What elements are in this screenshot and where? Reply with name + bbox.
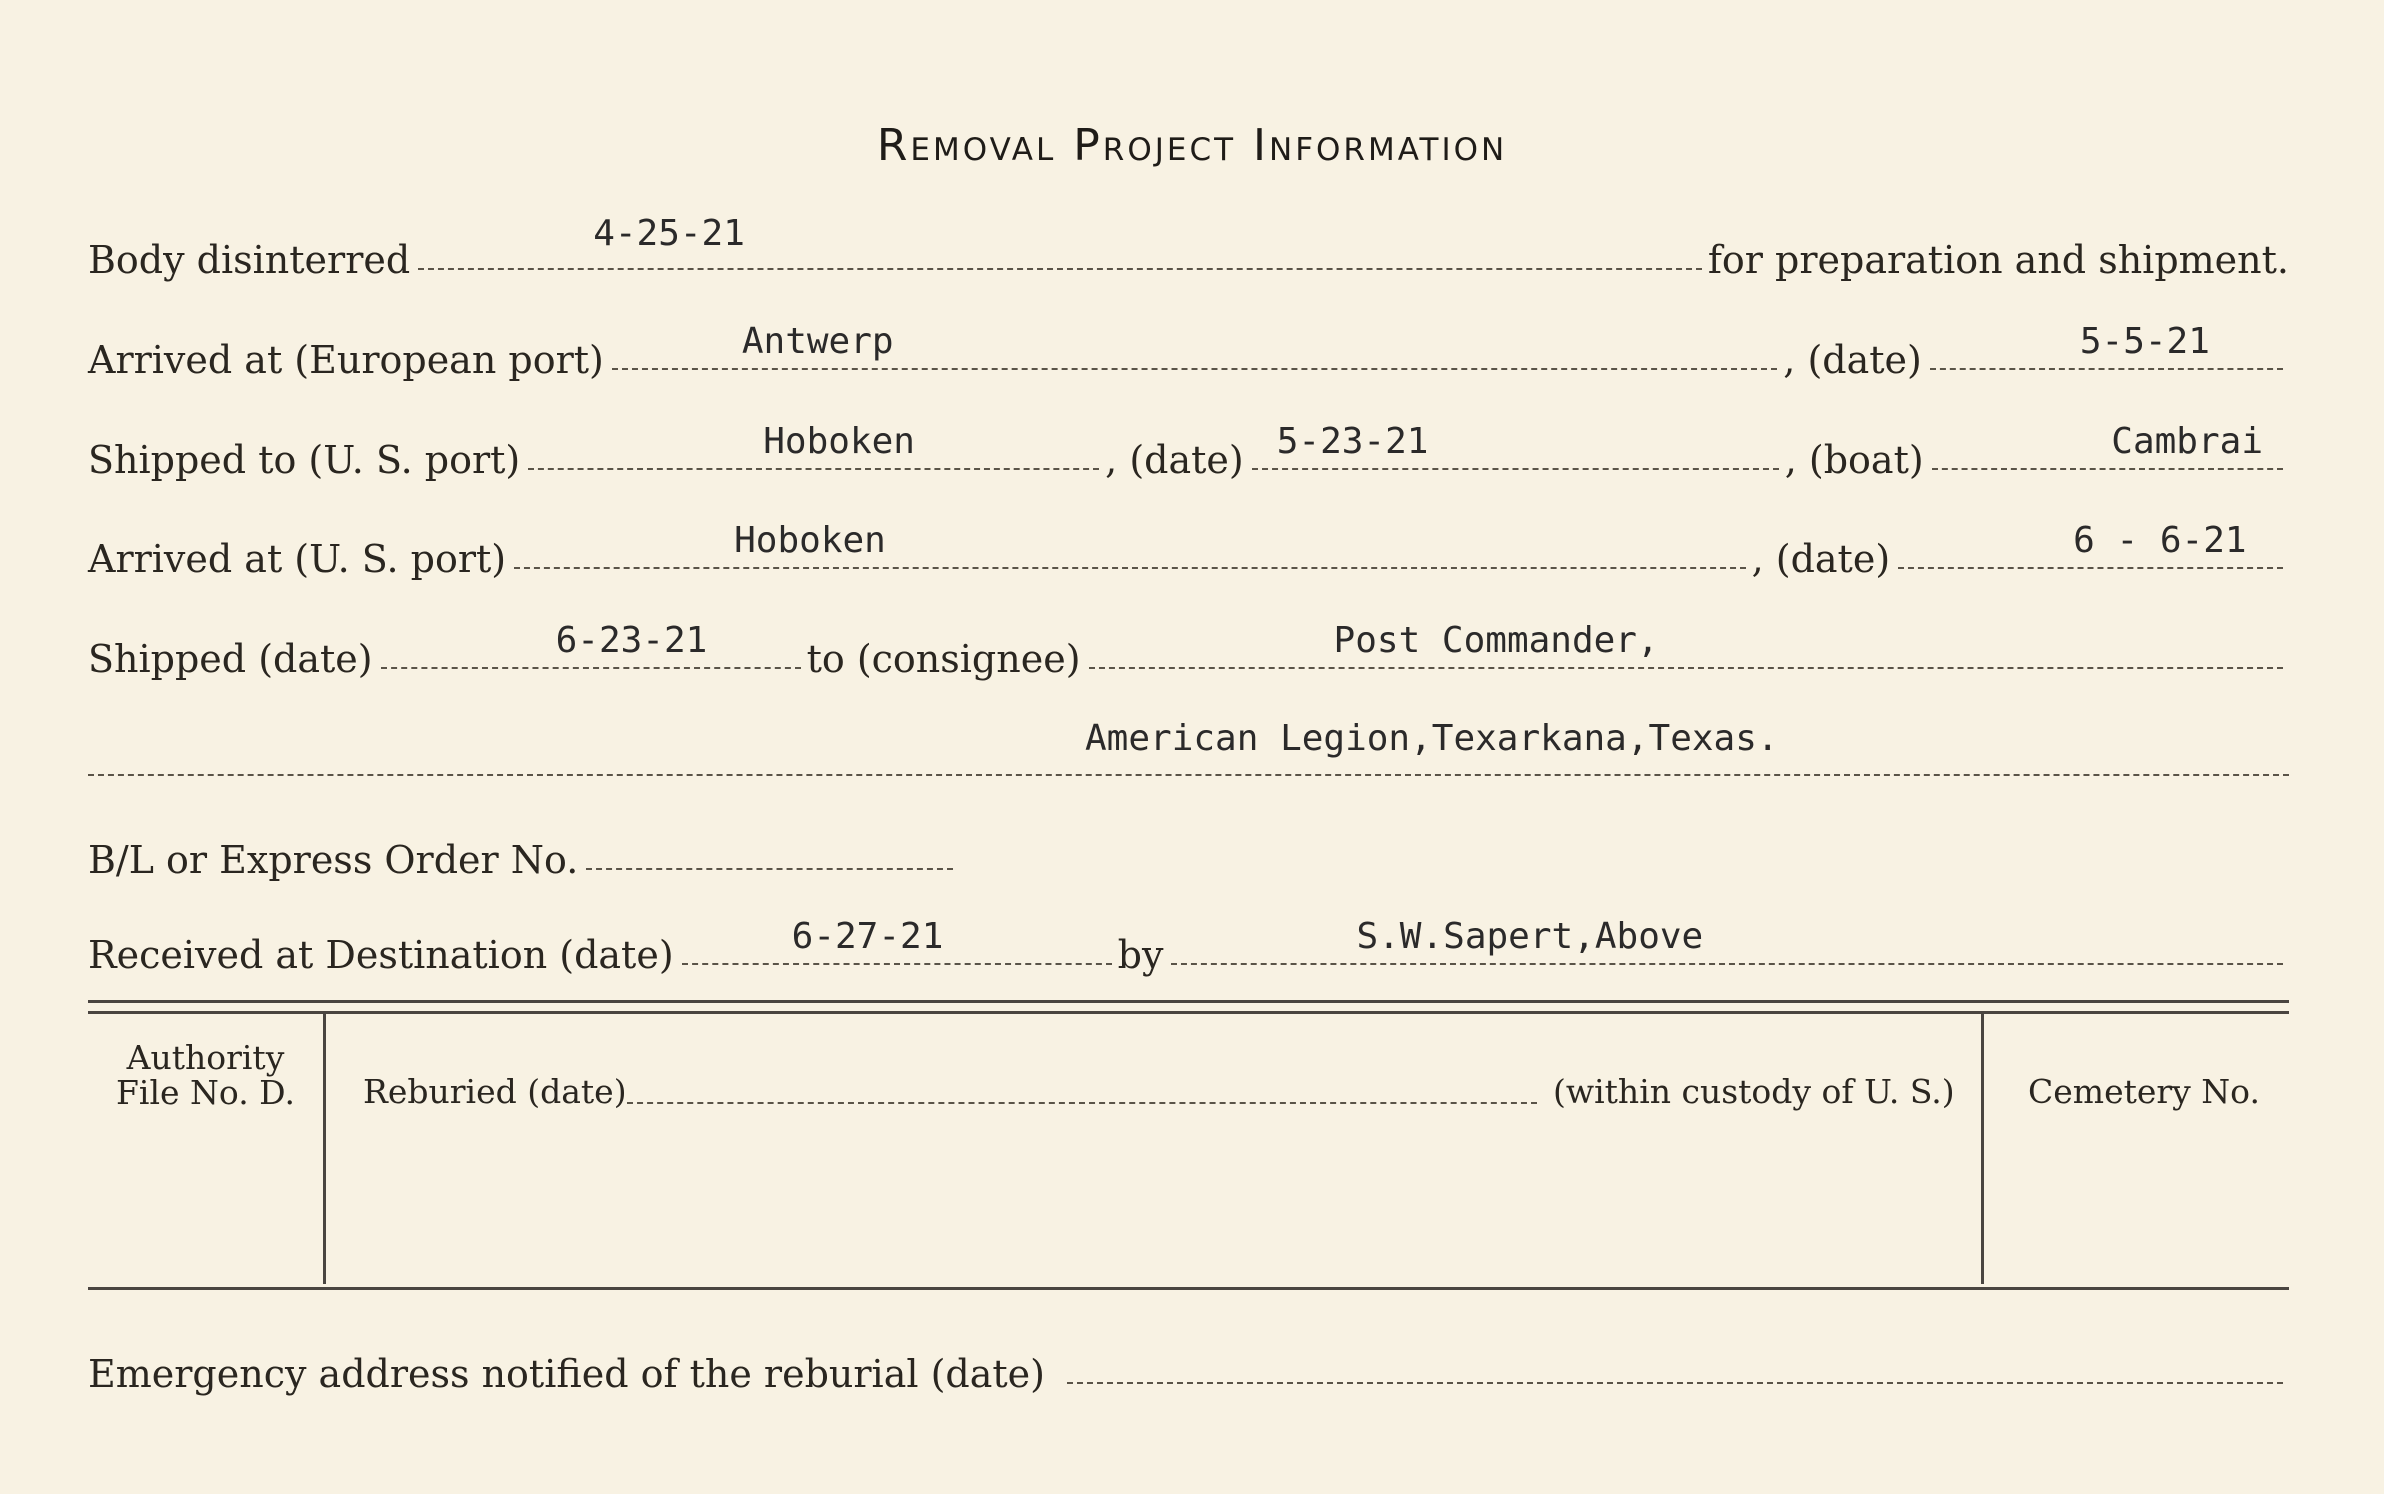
shipped-us-label: Shipped to (U. S. port) xyxy=(88,438,521,482)
arrived-us-date: 6 - 6-21 xyxy=(2073,520,2247,561)
card-title: Removal Project Information xyxy=(876,120,1508,171)
received-date: 6-27-21 xyxy=(791,916,944,957)
consignee-field xyxy=(1089,621,2283,669)
emergency-date-field xyxy=(1067,1336,2283,1384)
authority-line1: Authority xyxy=(126,1038,285,1077)
emergency-label: Emergency address notified of the reburial (date) xyxy=(88,1352,1045,1396)
shipped-us-port: Hoboken xyxy=(763,421,915,462)
shipped-us-row xyxy=(88,422,2289,482)
body-disinterred-suffix: for preparation and shipment. xyxy=(1707,238,2289,282)
reburied-date-field xyxy=(627,1100,1537,1104)
emergency-row xyxy=(88,1336,2289,1396)
consignee-label: to (consignee) xyxy=(806,637,1081,681)
body-disinterred-label: Body disinterred xyxy=(88,238,411,282)
shipped-us-date-label: , (date) xyxy=(1105,438,1244,482)
authority-line2: File No. D. xyxy=(116,1073,295,1112)
bl-order-row xyxy=(88,822,959,882)
bl-order-label: B/L or Express Order No. xyxy=(88,838,579,882)
received-by: S.W.Sapert,Above xyxy=(1356,916,1704,957)
arrived-us-date-label: , (date) xyxy=(1751,537,1891,581)
body-disinterred-row xyxy=(88,213,2289,282)
arrived-us-row xyxy=(88,521,2289,581)
cemetery-label: Cemetery No. xyxy=(2028,1072,2260,1111)
shipped-date-field xyxy=(381,621,801,669)
arrived-european-row xyxy=(88,322,2289,382)
shipped-us-boat-label: , (boat) xyxy=(1784,438,1924,482)
section-divider xyxy=(88,1000,2289,1014)
shipped-us-boat-field xyxy=(1932,422,2283,470)
shipped-row xyxy=(88,621,2289,681)
arrived-european-port: Antwerp xyxy=(741,321,894,362)
reburied-label: Reburied (date) xyxy=(363,1072,627,1111)
authority-column-divider xyxy=(323,1012,326,1284)
arrived-european-date-field xyxy=(1930,322,2283,370)
cemetery-column-divider xyxy=(1981,1012,1984,1284)
consignee-line2: American Legion,Texarkana,Texas. xyxy=(1085,718,1779,759)
reburied-suffix: (within custody of U. S.) xyxy=(1553,1072,1955,1111)
received-date-field xyxy=(682,917,1112,965)
received-label: Received at Destination (date) xyxy=(88,933,674,977)
box-bottom-rule xyxy=(88,1287,2289,1290)
bl-order-field xyxy=(586,822,953,870)
consignee-continuation-line xyxy=(88,774,2289,776)
shipped-us-port-field xyxy=(528,422,1099,470)
shipped-us-date-field xyxy=(1252,422,1779,470)
arrived-us-date-field xyxy=(1898,521,2283,569)
arrived-european-port-field xyxy=(612,322,1777,370)
arrived-european-label: Arrived at (European port) xyxy=(88,338,604,382)
body-disinterred-date: 4-25-21 xyxy=(593,213,745,254)
arrived-european-date: 5-5-21 xyxy=(2079,321,2210,362)
arrived-european-date-label: , (date) xyxy=(1783,338,1922,382)
arrived-us-port-field xyxy=(514,521,1745,569)
body-disinterred-field xyxy=(418,213,1702,270)
arrived-us-label: Arrived at (U. S. port) xyxy=(88,537,507,581)
shipped-us-boat: Cambrai xyxy=(2111,421,2263,462)
arrived-us-port: Hoboken xyxy=(734,520,886,561)
received-by-field xyxy=(1171,917,2283,965)
consignee-line1: Post Commander, xyxy=(1333,620,1659,661)
received-by-label: by xyxy=(1117,933,1164,977)
shipped-us-date: 5-23-21 xyxy=(1276,421,1429,462)
shipped-date: 6-23-21 xyxy=(555,620,708,661)
shipped-date-label: Shipped (date) xyxy=(88,637,373,681)
authority-label xyxy=(88,1040,323,1110)
received-row xyxy=(88,917,2289,977)
